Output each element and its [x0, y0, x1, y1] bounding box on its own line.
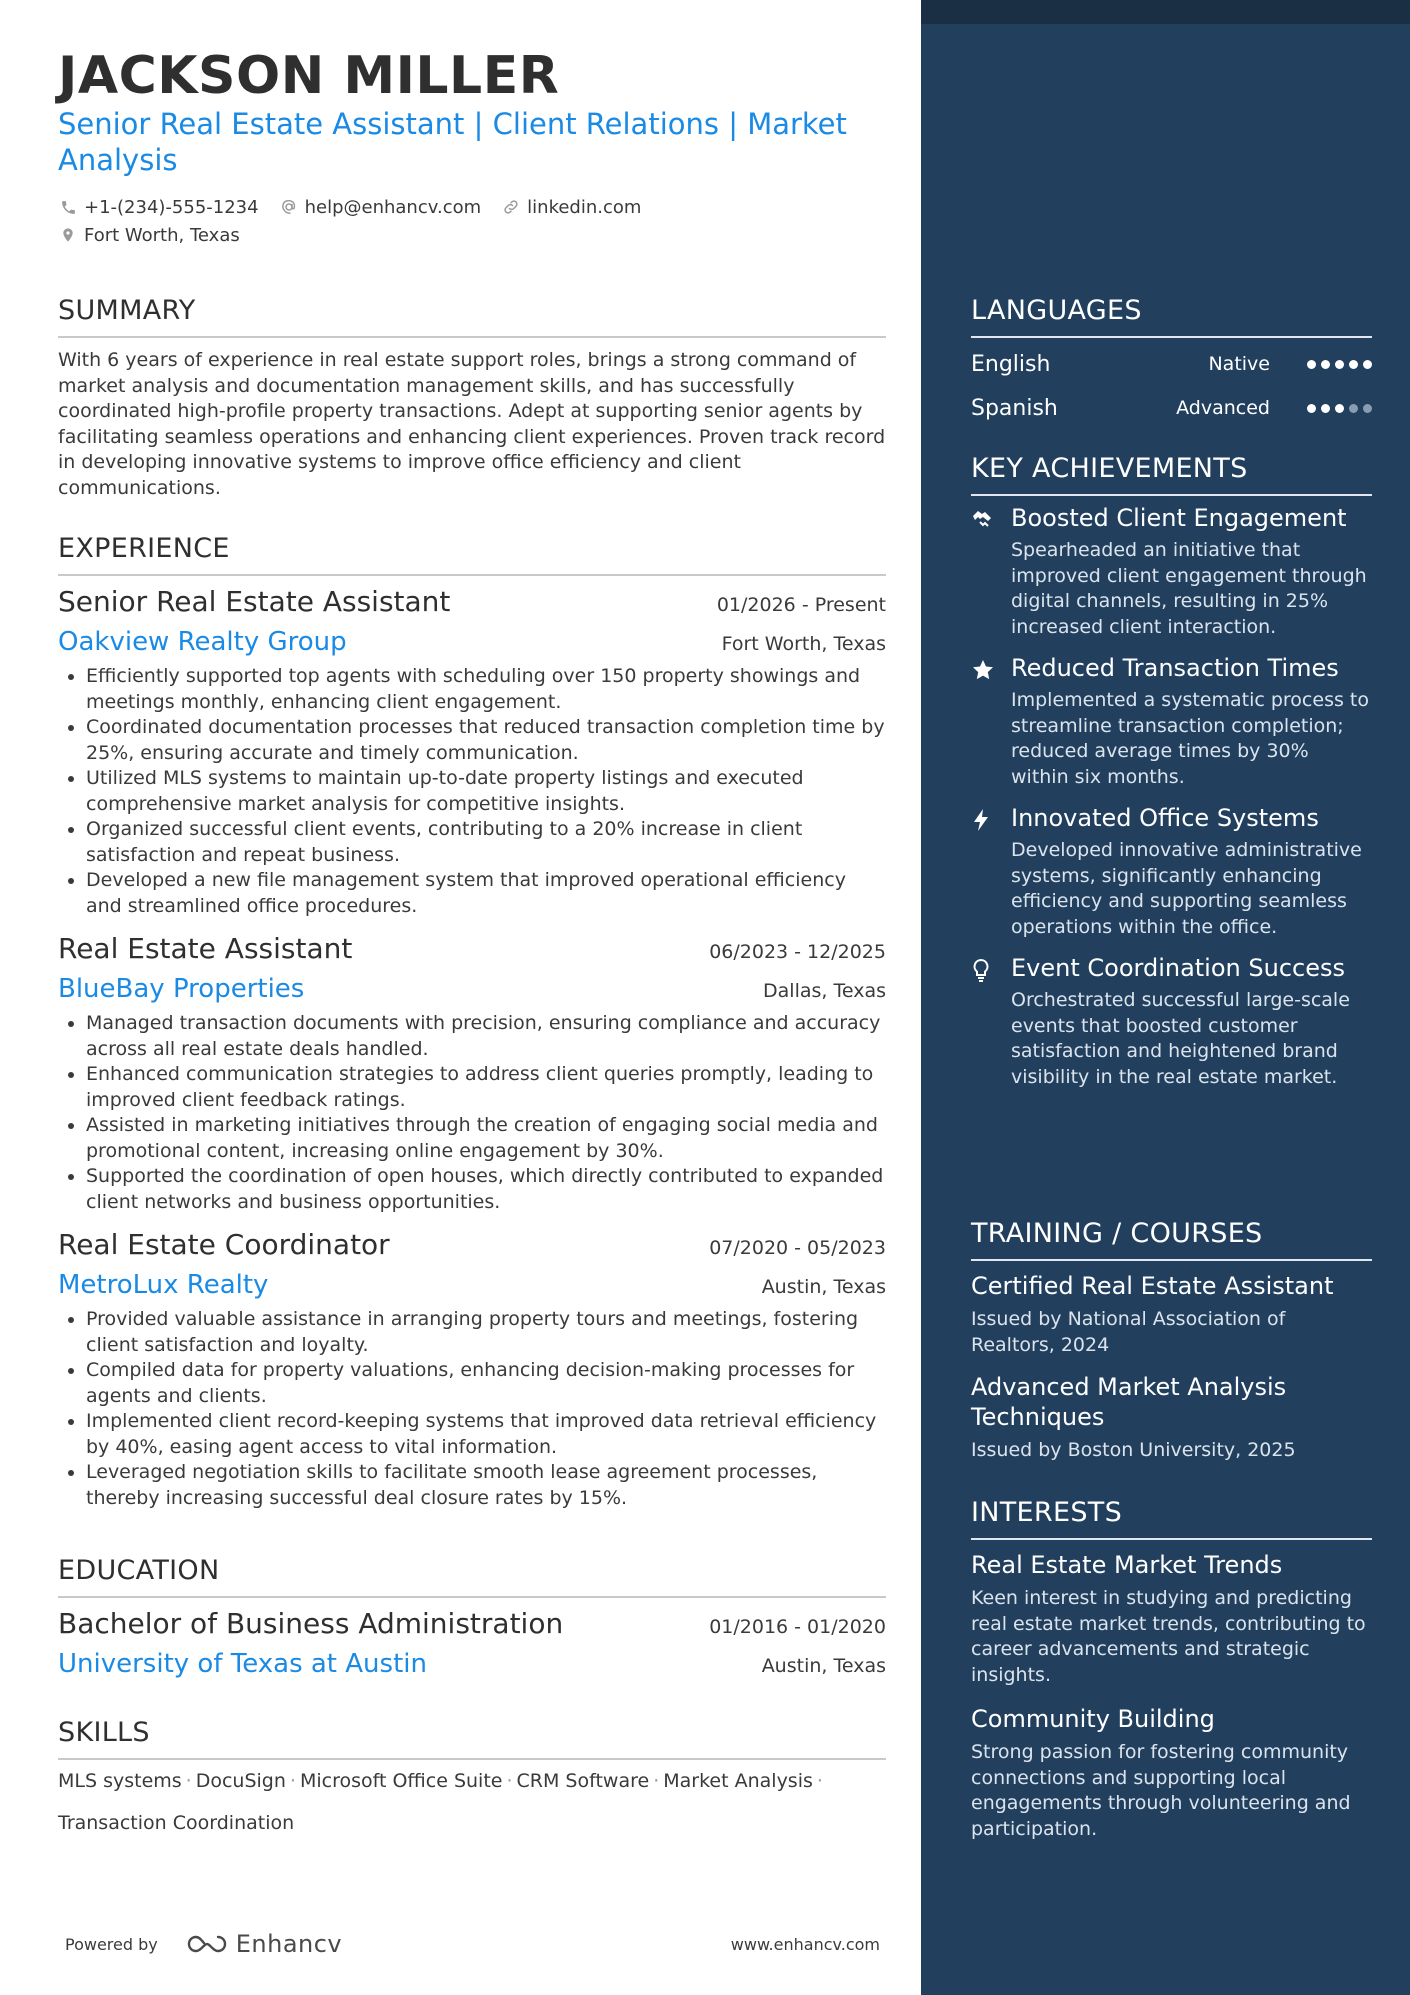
- job-location: Austin, Texas: [761, 1276, 886, 1298]
- at-icon: [279, 197, 299, 217]
- skill-item: MLS systems: [58, 1770, 182, 1792]
- lightbulb-icon: [971, 952, 1001, 1090]
- education-section: [58, 1554, 886, 1680]
- skill-separator: ·: [289, 1770, 296, 1792]
- star-icon: [971, 652, 1001, 790]
- section-title: EXPERIENCE: [58, 533, 230, 564]
- footer: [65, 1930, 880, 1958]
- interest-title: Community Building: [971, 1705, 1215, 1733]
- company-name: MetroLux Realty: [58, 1270, 269, 1300]
- interest-item: [971, 1550, 1372, 1688]
- job-location: Fort Worth, Texas: [721, 633, 886, 655]
- list-item: • Utilized MLS systems to maintain up-to-date property listings and executed comprehensive market analysis for competitive insights.: [86, 766, 886, 817]
- company-name: Oakview Realty Group: [58, 627, 347, 657]
- achievement-item: [971, 502, 1372, 640]
- language-item: [971, 342, 1372, 386]
- training-item: [971, 1372, 1372, 1464]
- degree: Bachelor of Business Administration: [58, 1607, 564, 1640]
- brand-text: Enhancv: [235, 1930, 343, 1958]
- section-divider: [971, 1259, 1372, 1261]
- list-item: • Leveraged negotiation skills to facilitate smooth lease agreement processes, thereby increasing successful deal closure rates by 15%.: [86, 1460, 886, 1511]
- section-divider: [58, 336, 886, 338]
- dot-filled: [1321, 360, 1330, 369]
- training-desc: Issued by Boston University, 2025: [971, 1439, 1296, 1461]
- achievement-item: [971, 802, 1372, 940]
- section-divider: [58, 574, 886, 576]
- contact-email[interactable]: [279, 197, 482, 218]
- training-title: Certified Real Estate Assistant: [971, 1272, 1334, 1300]
- skill-item: Microsoft Office Suite: [299, 1770, 503, 1792]
- job-title: Real Estate Assistant: [58, 932, 353, 965]
- linkedin-text: linkedin.com: [527, 196, 642, 218]
- achievement-item: [971, 952, 1372, 1090]
- achievement-desc: Developed innovative administrative systems, significantly enhancing efficiency and supporting seamless operations within the office.: [1011, 839, 1362, 938]
- summary-text: With 6 years of experience in real estate support roles, brings a strong command of market analysis and documentation management skills, and has successfully coordinated high-profile property transactions. Adept at supporting senior agents by facilitating seamless operations and enhancing client experiences. Proven track record in developing innovative systems to improve office efficiency and client communications.: [58, 349, 886, 499]
- job-title: Senior Real Estate Assistant: [58, 585, 451, 618]
- phone-text: +1-(234)-555-1234: [84, 196, 259, 218]
- contact-location: [58, 225, 240, 246]
- job-bullets: [58, 1011, 886, 1215]
- education-dates: 01/2016 - 01/2020: [709, 1616, 886, 1638]
- interest-desc: Strong passion for fostering community connections and supporting local engagements through volunteering and participation.: [971, 1741, 1351, 1840]
- education-location: Austin, Texas: [761, 1655, 886, 1677]
- job-entry: [58, 931, 886, 1215]
- achievement-desc: Orchestrated successful large-scale events that boosted customer satisfaction and heightened brand visibility in the real estate market.: [1011, 989, 1350, 1088]
- job-bullets: [58, 664, 886, 919]
- section-divider: [58, 1596, 886, 1598]
- section-title: INTERESTS: [971, 1497, 1123, 1528]
- skill-separator: ·: [185, 1770, 192, 1792]
- job-entry: [58, 584, 886, 919]
- interest-title: Real Estate Market Trends: [971, 1551, 1283, 1579]
- list-item: • Provided valuable assistance in arranging property tours and meetings, fostering client satisfaction and loyalty.: [86, 1307, 886, 1358]
- job-dates: 01/2026 - Present: [716, 594, 886, 616]
- lightning-icon: [971, 802, 1001, 940]
- skill-item: Transaction Coordination: [58, 1812, 295, 1834]
- location-text: Fort Worth, Texas: [84, 224, 240, 246]
- job-bullets: [58, 1307, 886, 1511]
- candidate-name: JACKSON MILLER: [58, 46, 560, 106]
- sidebar: [921, 0, 1410, 1995]
- infinity-logo-icon: [184, 1932, 230, 1956]
- list-item: • Managed transaction documents with precision, ensuring compliance and accuracy across all real estate deals handled.: [86, 1011, 886, 1062]
- section-title: SKILLS: [58, 1717, 150, 1748]
- jobs-list: [58, 584, 886, 1511]
- achievement-title: Reduced Transaction Times: [1011, 654, 1339, 682]
- interest-item: [971, 1704, 1372, 1842]
- dot-filled: [1349, 360, 1358, 369]
- list-item: • Compiled data for property valuations, enhancing decision-making processes for agents and clients.: [86, 1358, 886, 1409]
- language-item: [971, 386, 1372, 430]
- achievement-title: Innovated Office Systems: [1011, 804, 1319, 832]
- job-entry: [58, 1227, 886, 1511]
- link-icon: [501, 197, 521, 217]
- dot-filled: [1335, 404, 1344, 413]
- achievement-item: [971, 652, 1372, 790]
- email-text: help@enhancv.com: [304, 196, 482, 218]
- dot-filled: [1321, 404, 1330, 413]
- sidebar-top-bar: [921, 0, 1410, 24]
- skills-section: [58, 1716, 886, 1844]
- section-title: SUMMARY: [58, 295, 196, 326]
- section-title: EDUCATION: [58, 1555, 220, 1586]
- experience-section: [58, 532, 886, 1511]
- section-divider: [971, 336, 1372, 338]
- dot-filled: [1363, 360, 1372, 369]
- dot-filled: [1307, 404, 1316, 413]
- contact-info: [58, 193, 888, 249]
- training-item: [971, 1271, 1372, 1358]
- training-title: Advanced Market Analysis Techniques: [971, 1373, 1287, 1431]
- skill-separator: ·: [653, 1770, 660, 1792]
- language-level: Advanced: [1176, 397, 1270, 419]
- achievement-title: Event Coordination Success: [1011, 954, 1345, 982]
- handshake-icon: [971, 502, 1001, 640]
- language-name: Spanish: [971, 395, 1058, 421]
- interests-section: [971, 1496, 1372, 1842]
- achievement-title: Boosted Client Engagement: [1011, 504, 1347, 532]
- skill-separator: ·: [506, 1770, 513, 1792]
- proficiency-dots: [1302, 404, 1372, 413]
- achievement-desc: Spearheaded an initiative that improved client engagement through digital channels, resulting in 25% increased client interaction.: [1011, 539, 1367, 638]
- job-location: Dallas, Texas: [763, 980, 886, 1002]
- school-name: University of Texas at Austin: [58, 1649, 427, 1679]
- contact-phone: [58, 197, 259, 218]
- list-item: • Coordinated documentation processes that reduced transaction completion time by 25%, ensuring accurate and timely communication.: [86, 715, 886, 766]
- job-title: Real Estate Coordinator: [58, 1228, 390, 1261]
- section-divider: [971, 1538, 1372, 1540]
- skills-list: [58, 1760, 886, 1844]
- company-name: BlueBay Properties: [58, 974, 305, 1004]
- list-item: • Implemented client record-keeping systems that improved data retrieval efficiency by 40%, easing agent access to vital information.: [86, 1409, 886, 1460]
- phone-icon: [58, 197, 78, 217]
- language-level: Native: [1208, 353, 1270, 375]
- training-desc: Issued by National Association of Realtors, 2024: [971, 1308, 1286, 1356]
- dot-empty: [1363, 404, 1372, 413]
- skill-item: CRM Software: [516, 1770, 650, 1792]
- list-item: • Supported the coordination of open houses, which directly contributed to expanded client networks and business opportunities.: [86, 1164, 886, 1215]
- list-item: • Developed a new file management system that improved operational efficiency and streamlined office procedures.: [86, 868, 886, 919]
- location-pin-icon: [58, 225, 78, 245]
- job-dates: 06/2023 - 12/2025: [709, 941, 886, 963]
- job-dates: 07/2020 - 05/2023: [709, 1237, 886, 1259]
- section-divider: [971, 494, 1372, 496]
- list-item: • Enhanced communication strategies to address client queries promptly, leading to improved client feedback ratings.: [86, 1062, 886, 1113]
- interest-desc: Keen interest in studying and predicting real estate market trends, contributing to career advancements and strategic insights.: [971, 1587, 1366, 1686]
- languages-section: [971, 294, 1372, 430]
- section-title: TRAINING / COURSES: [971, 1218, 1263, 1249]
- section-title: LANGUAGES: [971, 295, 1142, 326]
- dot-filled: [1335, 360, 1344, 369]
- list-item: • Organized successful client events, contributing to a 20% increase in client satisfaction and repeat business.: [86, 817, 886, 868]
- section-title: KEY ACHIEVEMENTS: [971, 453, 1248, 484]
- skill-item: Market Analysis: [663, 1770, 813, 1792]
- headline: Senior Real Estate Assistant | Client Relations | Market Analysis: [58, 107, 847, 177]
- dot-filled: [1307, 360, 1316, 369]
- training-section: [971, 1217, 1372, 1464]
- achievement-desc: Implemented a systematic process to streamline transaction completion; reduced average times by 30% within six months.: [1011, 689, 1369, 788]
- enhancv-logo[interactable]: [184, 1930, 342, 1958]
- contact-linkedin[interactable]: [501, 197, 641, 218]
- dot-empty: [1349, 404, 1358, 413]
- achievements-section: [971, 452, 1372, 1090]
- language-name: English: [971, 351, 1051, 377]
- website-link[interactable]: www.enhancv.com: [730, 1934, 880, 1954]
- proficiency-dots: [1302, 360, 1372, 369]
- list-item: • Assisted in marketing initiatives through the creation of engaging social media and promotional content, increasing online engagement by 30%.: [86, 1113, 886, 1164]
- list-item: • Efficiently supported top agents with scheduling over 150 property showings and meetings monthly, enhancing client engagement.: [86, 664, 886, 715]
- skill-separator: ·: [816, 1770, 823, 1792]
- summary-section: [58, 294, 886, 501]
- skill-item: DocuSign: [195, 1770, 286, 1792]
- powered-by-label: Powered by: [65, 1934, 158, 1954]
